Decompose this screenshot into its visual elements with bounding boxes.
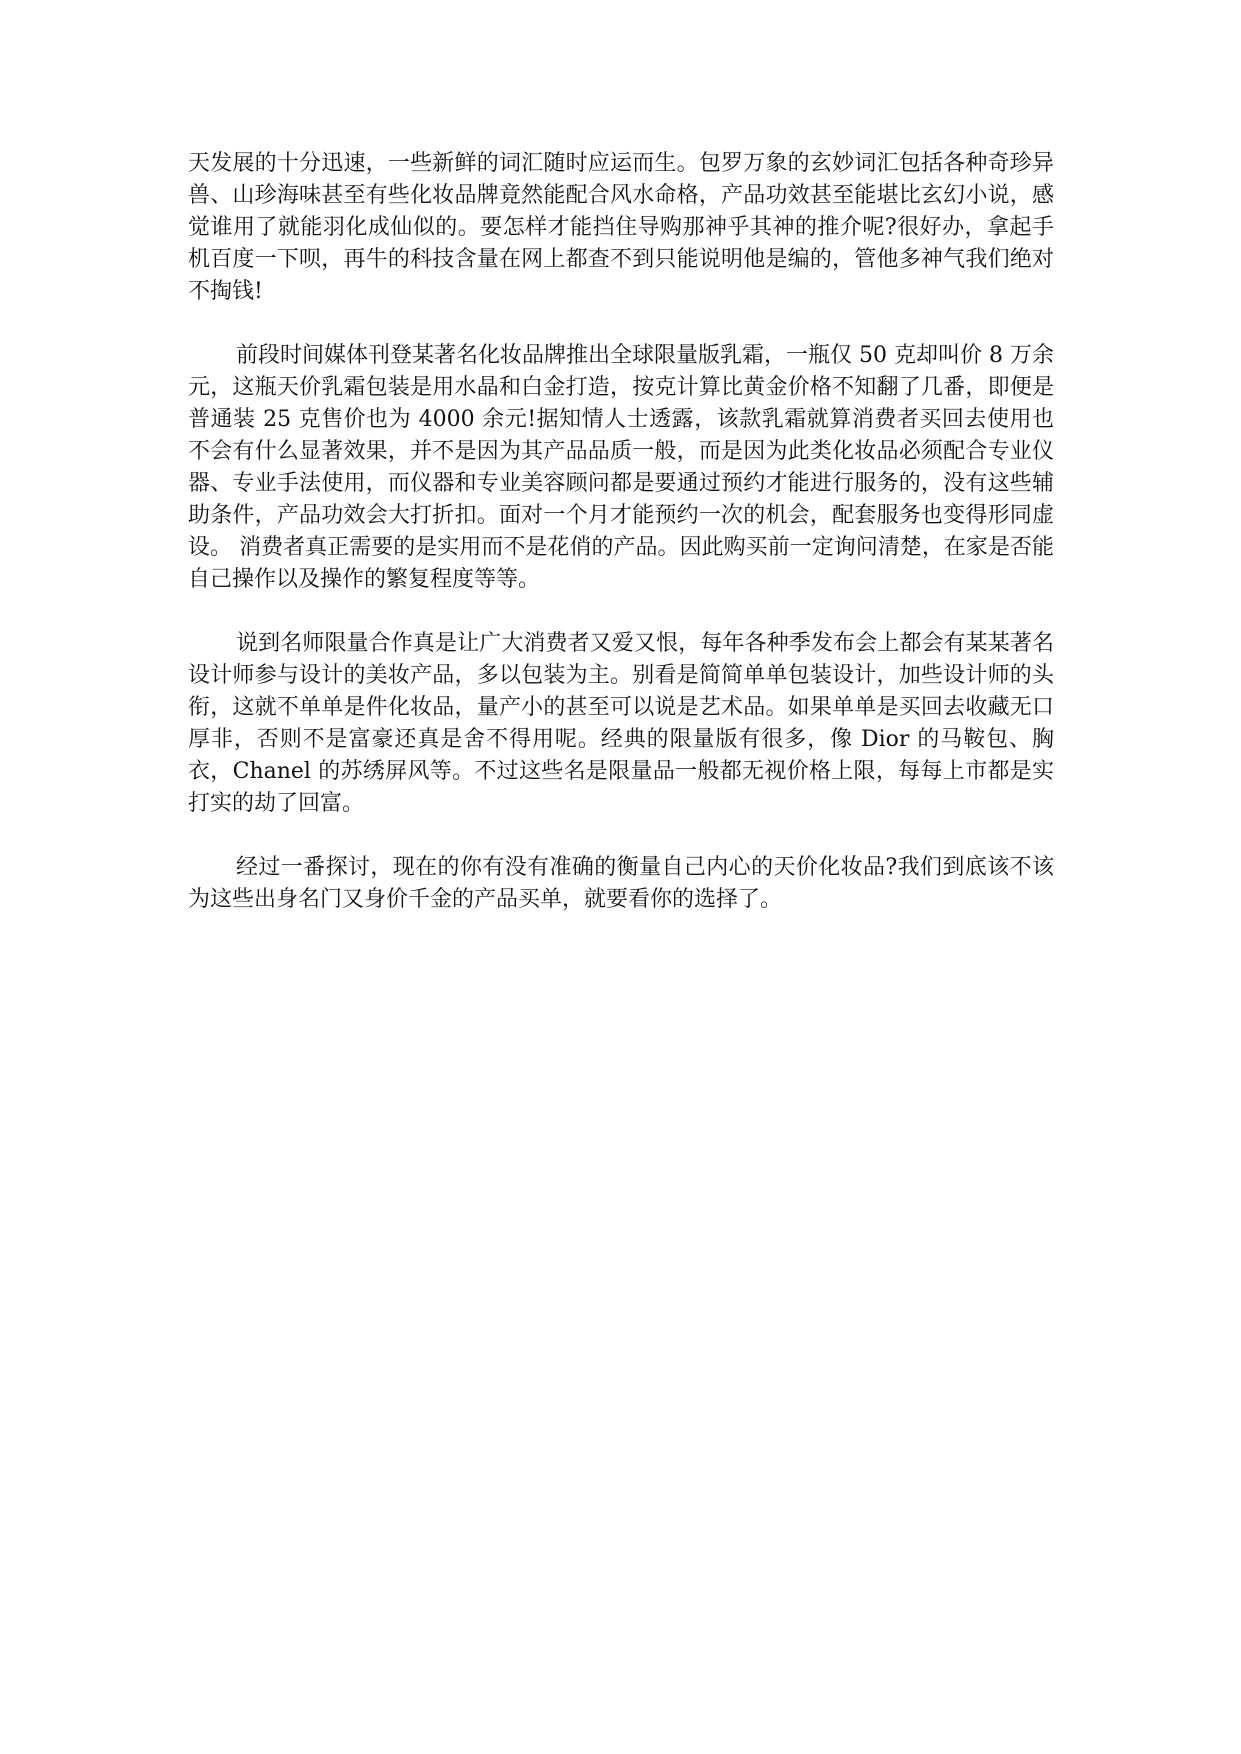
paragraph-1: 天发展的十分迅速，一些新鲜的词汇随时应运而生。包罗万象的玄妙词汇包括各种奇珍异兽、山珍海味甚至有些化妆品牌竟然能配合风水命格，产品功效甚至能堪比玄幻小说，感觉谁用了就能羽化成仙似的。要怎样才能挡住导购那神乎其神的推介呢?很好办，拿起手机百度一下呗，再牛的科技含量在网上都查不到只能说明他是编的，管他多神气我们绝对不掏钱! — [188, 151, 1054, 304]
document-body — [188, 148, 1054, 948]
paragraph-3: 说到名师限量合作真是让广大消费者又爱又恨，每年各种季发布会上都会有某某著名设计师参与设计的美妆产品，多以包装为主。别看是简简单单包装设计，加些设计师的头衔，这就不单单是件化妆品，量产小的甚至可以说是艺术品。如果单单是买回去收藏无口厚非，否则不是富豪还真是舍不得用呢。经典的限量版有很多，像 Dior 的马鞍包、胸衣，Chanel 的苏绣屏风等。不过这些名是限量品一般都无视价格上限，每每上市都是实打实的劫了回富。 — [188, 631, 1054, 816]
paragraph-4: 经过一番探讨，现在的你有没有准确的衡量自己内心的天价化妆品?我们到底该不该为这些出身名门又身价千金的产品买单，就要看你的选择了。 — [188, 855, 1054, 912]
paragraph-2: 前段时间媒体刊登某著名化妆品牌推出全球限量版乳霜，一瓶仅 50 克却叫价 8 万余元，这瓶天价乳霜包装是用水晶和白金打造，按克计算比黄金价格不知翻了几番，即便是普通装 25 克售价也为 4000 余元!据知情人士透露，该款乳霜就算消费者买回去使用也不会有什么显著效果，并不是因为其产品品质一般，而是因为此类化妆品必须配合专业仪器、专业手法使用，而仪器和专业美容顾问都是要通过预约才能进行服务的，没有这些辅助条件，产品功效会大打折扣。面对一个月才能预约一次的机会，配套服务也变得形同虚设。 消费者真正需要的是实用而不是花俏的产品。因此购买前一定询问清楚，在家是否能自己操作以及操作的繁复程度等等。 — [188, 343, 1054, 592]
